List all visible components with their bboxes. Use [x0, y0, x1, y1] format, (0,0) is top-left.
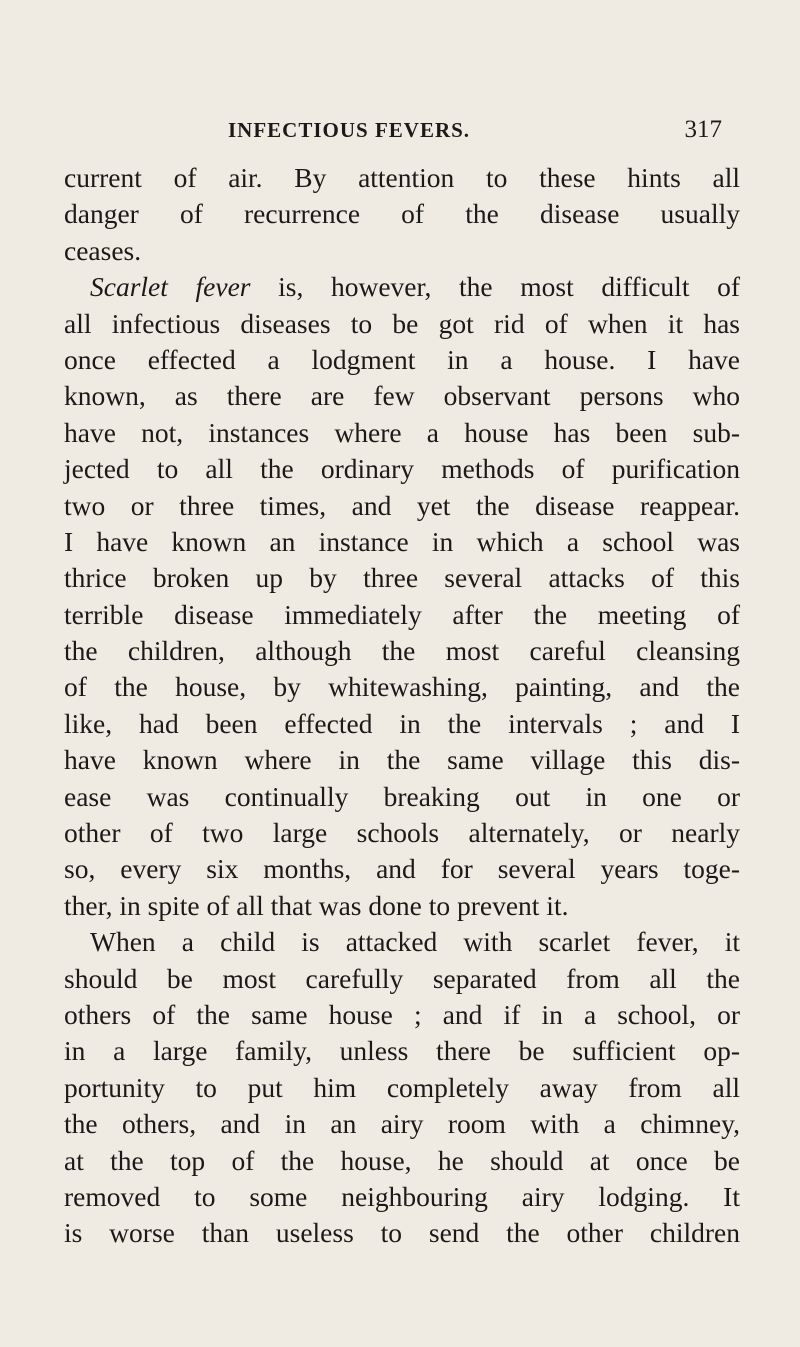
text-line: have known where in the same village this dis- — [64, 744, 740, 776]
text-line: should be most carefully separated from all the — [64, 962, 740, 994]
page-number: 317 — [684, 116, 722, 143]
text-line: other of two large schools alternately, or nearly — [64, 817, 740, 849]
text-line: ther, in spite of all that was done to prevent it. — [64, 889, 569, 921]
text-line: at the top of the house, he should at once be — [64, 1144, 740, 1176]
running-head — [228, 118, 728, 148]
text-line: have not, instances where a house has been sub- — [64, 416, 740, 448]
text-line: once effected a lodgment in a house. I have — [64, 343, 740, 375]
text-line: so, every six months, and for several years toge- — [64, 853, 740, 885]
text-line: terrible disease immediately after the meeting of — [64, 598, 740, 630]
text-line — [64, 269, 740, 305]
text-line: the others, and in an airy room with a chimney, — [64, 1108, 740, 1140]
text-line: I have known an instance in which a school was — [64, 525, 740, 557]
body-text — [64, 160, 740, 1252]
text-line: all infectious diseases to be got rid of when it has — [64, 307, 740, 339]
text-line: is worse than useless to send the other children — [64, 1217, 740, 1249]
text-line: portunity to put him completely away from all — [64, 1071, 740, 1103]
running-title: INFECTIOUS FEVERS. — [228, 118, 471, 142]
text-line: current of air. By attention to these hints all — [64, 162, 740, 193]
text-line: known, as there are few observant persons who — [64, 380, 740, 412]
text-line: in a large family, unless there be sufficient op- — [64, 1035, 740, 1067]
text-line: two or three times, and yet the disease reappear. — [64, 489, 740, 521]
text-line: thrice broken up by three several attacks of this — [64, 562, 740, 594]
text-line: like, had been effected in the intervals ; and I — [64, 707, 740, 739]
text-line: the children, although the most careful cleansing — [64, 635, 740, 667]
text-line: others of the same house ; and if in a school, or — [64, 998, 740, 1030]
italic-phrase: Scarlet fever — [90, 271, 251, 303]
text-line: removed to some neighbouring airy lodging. It — [64, 1180, 740, 1212]
text-line: danger of recurrence of the disease usually — [64, 198, 740, 230]
text-span: is, however, the most difficult of — [250, 271, 740, 303]
text-line: ceases. — [64, 234, 142, 266]
text-line: ease was continually breaking out in one or — [64, 780, 740, 812]
text-line: jected to all the ordinary methods of purification — [64, 453, 740, 485]
text-line: When a child is attacked with scarlet fever, it — [90, 926, 740, 958]
text-line: of the house, by whitewashing, painting, and the — [64, 671, 740, 703]
